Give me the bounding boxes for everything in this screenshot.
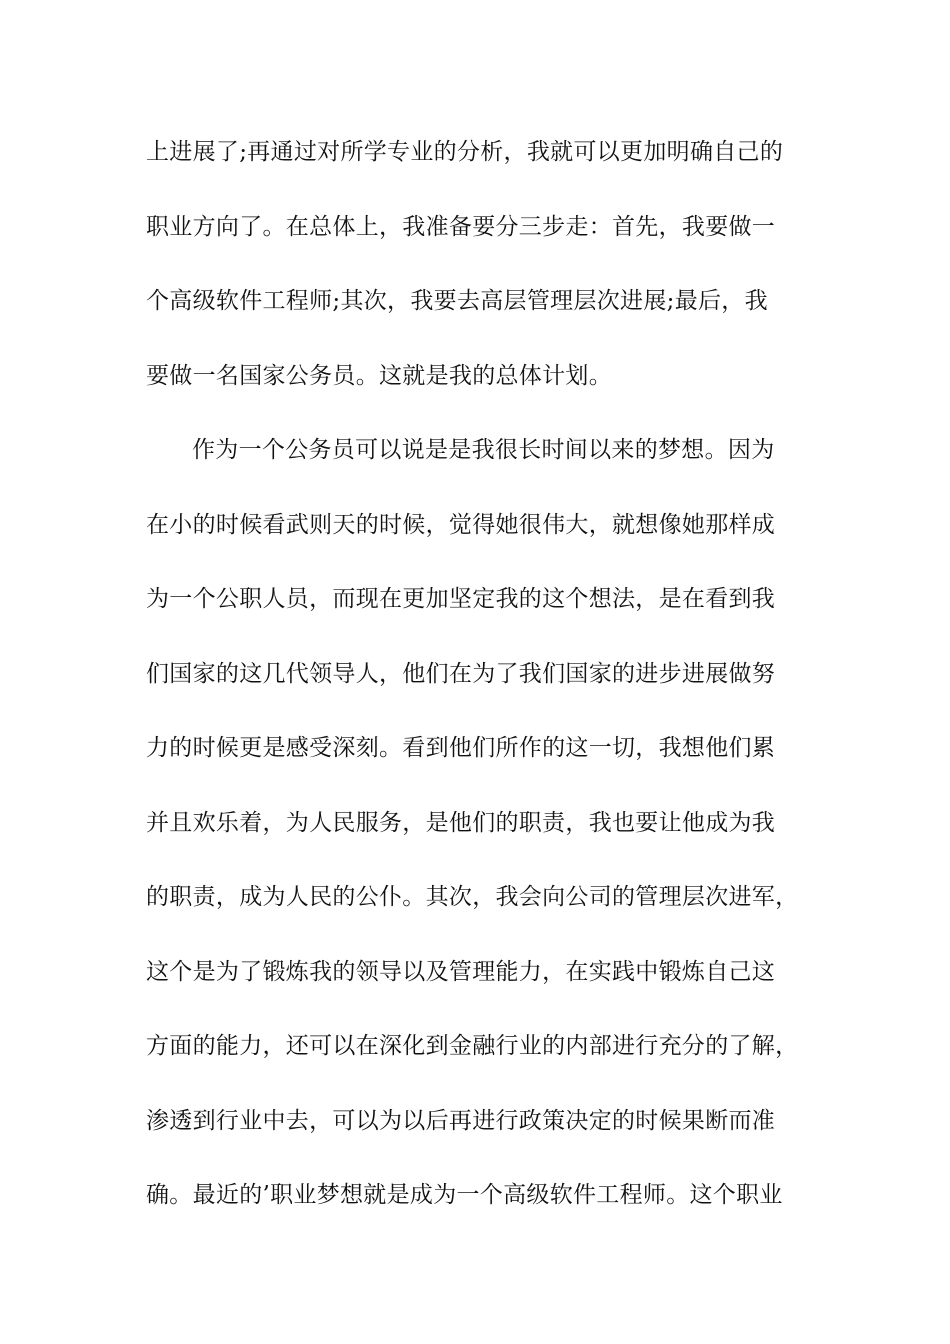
text-line: 确。最近的’职业梦想就是成为一个高级软件工程师。这个职业: [146, 1182, 783, 1208]
paragraph-first-line: 作为一个公务员可以说是是我很长时间以来的梦想。因为: [192, 437, 775, 463]
text-line: 个高级软件工程师;其次，我要去高层管理层次进展;最后，我: [146, 288, 768, 314]
text-line: 渗透到行业中去，可以为以后再进行政策决定的时候果断而准: [146, 1107, 776, 1134]
text-line: 的职责，成为人民的公仆。其次，我会向公司的管理层次进军，: [146, 884, 799, 910]
text-line: 这个是为了锻炼我的领导以及管理能力，在实践中锻炼自己这: [146, 958, 776, 985]
text-line: 方面的能力，还可以在深化到金融行业的内部进行充分的了解，: [146, 1033, 799, 1059]
text-line: 们国家的这几代领导人，他们在为了我们国家的进步进展做努: [146, 660, 776, 687]
text-line: 在小的时候看武则天的时候，觉得她很伟大，就想像她那样成: [146, 511, 776, 538]
body-text: [146, 131, 836, 1249]
text-line: 力的时候更是感受深刻。看到他们所作的这一切，我想他们累: [146, 735, 776, 761]
text-line: 为一个公职人员，而现在更加坚定我的这个想法，是在看到我: [146, 586, 776, 612]
text-line: 并且欢乐着，为人民服务，是他们的职责，我也要让他成为我: [146, 809, 776, 836]
text-line: 要做一名国家公务员。这就是我的总体计划。: [146, 362, 612, 389]
text-line: 上进展了;再通过对所学专业的分析，我就可以更加明确自己的: [146, 139, 784, 165]
text-line: 职业方向了。在总体上，我准备要分三步走：首先，我要做一: [146, 213, 776, 240]
